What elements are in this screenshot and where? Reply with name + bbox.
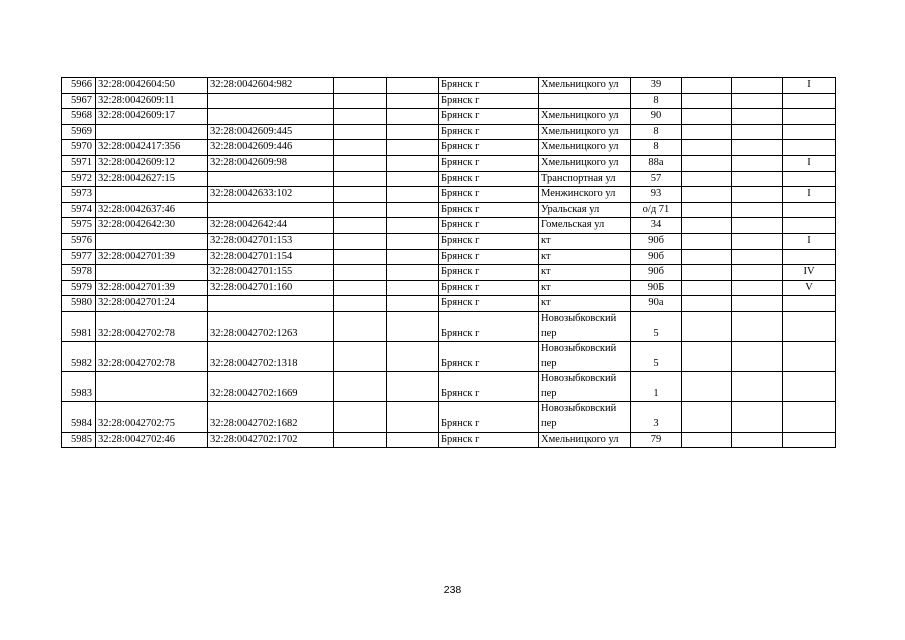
category-cell bbox=[783, 432, 836, 448]
cadastral-number-building-cell bbox=[208, 109, 334, 125]
street-cell: кт bbox=[539, 233, 631, 249]
house-number-cell: 90б bbox=[631, 233, 682, 249]
street-cell: Хмельницкого ул bbox=[539, 109, 631, 125]
empty-cell bbox=[387, 249, 439, 265]
table-row bbox=[62, 265, 836, 281]
empty-cell bbox=[732, 218, 783, 234]
empty-cell bbox=[732, 202, 783, 218]
category-cell bbox=[783, 218, 836, 234]
street-cell: кт bbox=[539, 296, 631, 312]
table-row bbox=[62, 187, 836, 203]
street-cell: Новозыбковский пер bbox=[539, 311, 631, 341]
category-cell: V bbox=[783, 280, 836, 296]
street-cell: Хмельницкого ул bbox=[539, 155, 631, 171]
empty-cell bbox=[387, 109, 439, 125]
empty-cell bbox=[334, 265, 387, 281]
cadastral-number-building-cell bbox=[208, 202, 334, 218]
empty-cell bbox=[732, 265, 783, 281]
row-number-cell: 5980 bbox=[62, 296, 96, 312]
city-cell: Брянск г bbox=[439, 155, 539, 171]
city-cell: Брянск г bbox=[439, 109, 539, 125]
cadastral-number-building-cell: 32:28:0042609:446 bbox=[208, 140, 334, 156]
category-cell bbox=[783, 93, 836, 109]
cadastral-number-cell: 32:28:0042609:12 bbox=[96, 155, 208, 171]
empty-cell bbox=[732, 109, 783, 125]
house-number-cell: 90Б bbox=[631, 280, 682, 296]
empty-cell bbox=[732, 93, 783, 109]
empty-cell bbox=[682, 249, 732, 265]
empty-cell bbox=[732, 78, 783, 94]
category-cell bbox=[783, 311, 836, 341]
street-cell: Транспортная ул bbox=[539, 171, 631, 187]
cadastral-number-cell: 32:28:0042609:11 bbox=[96, 93, 208, 109]
cadastral-number-cell: 32:28:0042627:15 bbox=[96, 171, 208, 187]
cadastral-number-cell: 32:28:0042702:78 bbox=[96, 342, 208, 372]
row-number-cell: 5966 bbox=[62, 78, 96, 94]
cadastral-number-cell: 32:28:0042637:46 bbox=[96, 202, 208, 218]
house-number-cell: 57 bbox=[631, 171, 682, 187]
empty-cell bbox=[732, 140, 783, 156]
registry-table bbox=[61, 77, 836, 448]
category-cell bbox=[783, 140, 836, 156]
row-number-cell: 5983 bbox=[62, 372, 96, 402]
house-number-cell: 79 bbox=[631, 432, 682, 448]
street-cell: кт bbox=[539, 265, 631, 281]
city-cell: Брянск г bbox=[439, 171, 539, 187]
row-number-cell: 5972 bbox=[62, 171, 96, 187]
row-number-cell: 5970 bbox=[62, 140, 96, 156]
empty-cell bbox=[387, 218, 439, 234]
table-row bbox=[62, 402, 836, 432]
table-row bbox=[62, 155, 836, 171]
street-cell: кт bbox=[539, 280, 631, 296]
empty-cell bbox=[732, 432, 783, 448]
category-cell bbox=[783, 249, 836, 265]
house-number-cell: 1 bbox=[631, 372, 682, 402]
street-cell: Новозыбковский пер bbox=[539, 402, 631, 432]
empty-cell bbox=[387, 202, 439, 218]
cadastral-number-building-cell bbox=[208, 171, 334, 187]
street-cell: Новозыбковский пер bbox=[539, 372, 631, 402]
cadastral-number-building-cell: 32:28:0042702:1682 bbox=[208, 402, 334, 432]
cadastral-number-cell: 32:28:0042701:39 bbox=[96, 249, 208, 265]
city-cell: Брянск г bbox=[439, 280, 539, 296]
table-row bbox=[62, 372, 836, 402]
cadastral-number-cell: 32:28:0042604:50 bbox=[96, 78, 208, 94]
city-cell: Брянск г bbox=[439, 93, 539, 109]
empty-cell bbox=[334, 249, 387, 265]
empty-cell bbox=[732, 372, 783, 402]
cadastral-number-building-cell: 32:28:0042609:98 bbox=[208, 155, 334, 171]
category-cell bbox=[783, 342, 836, 372]
cadastral-number-building-cell: 32:28:0042633:102 bbox=[208, 187, 334, 203]
empty-cell bbox=[732, 233, 783, 249]
category-cell bbox=[783, 124, 836, 140]
house-number-cell: 90б bbox=[631, 249, 682, 265]
category-cell: I bbox=[783, 233, 836, 249]
street-cell: Гомельская ул bbox=[539, 218, 631, 234]
table-body bbox=[62, 78, 836, 448]
street-cell: Новозыбковский пер bbox=[539, 342, 631, 372]
house-number-cell: 3 bbox=[631, 402, 682, 432]
empty-cell bbox=[334, 78, 387, 94]
empty-cell bbox=[334, 171, 387, 187]
row-number-cell: 5978 bbox=[62, 265, 96, 281]
empty-cell bbox=[732, 342, 783, 372]
house-number-cell: 90а bbox=[631, 296, 682, 312]
empty-cell bbox=[387, 155, 439, 171]
cadastral-number-cell bbox=[96, 124, 208, 140]
cadastral-number-cell: 32:28:0042702:46 bbox=[96, 432, 208, 448]
category-cell: I bbox=[783, 187, 836, 203]
empty-cell bbox=[387, 171, 439, 187]
empty-cell bbox=[682, 202, 732, 218]
row-number-cell: 5979 bbox=[62, 280, 96, 296]
city-cell: Брянск г bbox=[439, 432, 539, 448]
city-cell: Брянск г bbox=[439, 296, 539, 312]
row-number-cell: 5971 bbox=[62, 155, 96, 171]
empty-cell bbox=[334, 93, 387, 109]
row-number-cell: 5984 bbox=[62, 402, 96, 432]
table-row bbox=[62, 280, 836, 296]
empty-cell bbox=[732, 155, 783, 171]
empty-cell bbox=[682, 140, 732, 156]
empty-cell bbox=[334, 202, 387, 218]
cadastral-number-building-cell bbox=[208, 296, 334, 312]
empty-cell bbox=[334, 140, 387, 156]
empty-cell bbox=[682, 402, 732, 432]
empty-cell bbox=[387, 140, 439, 156]
house-number-cell: 5 bbox=[631, 311, 682, 341]
category-cell bbox=[783, 372, 836, 402]
cadastral-number-building-cell: 32:28:0042701:154 bbox=[208, 249, 334, 265]
city-cell: Брянск г bbox=[439, 265, 539, 281]
empty-cell bbox=[682, 187, 732, 203]
empty-cell bbox=[334, 124, 387, 140]
empty-cell bbox=[682, 124, 732, 140]
table-row bbox=[62, 140, 836, 156]
city-cell: Брянск г bbox=[439, 218, 539, 234]
empty-cell bbox=[682, 372, 732, 402]
category-cell bbox=[783, 202, 836, 218]
row-number-cell: 5985 bbox=[62, 432, 96, 448]
category-cell: I bbox=[783, 155, 836, 171]
city-cell: Брянск г bbox=[439, 124, 539, 140]
row-number-cell: 5977 bbox=[62, 249, 96, 265]
street-cell: Хмельницкого ул bbox=[539, 78, 631, 94]
row-number-cell: 5976 bbox=[62, 233, 96, 249]
empty-cell bbox=[334, 280, 387, 296]
empty-cell bbox=[682, 109, 732, 125]
empty-cell bbox=[387, 187, 439, 203]
empty-cell bbox=[682, 265, 732, 281]
empty-cell bbox=[387, 265, 439, 281]
empty-cell bbox=[732, 249, 783, 265]
table-row bbox=[62, 311, 836, 341]
empty-cell bbox=[334, 432, 387, 448]
table-row bbox=[62, 109, 836, 125]
empty-cell bbox=[682, 311, 732, 341]
street-cell: Менжинского ул bbox=[539, 187, 631, 203]
category-cell bbox=[783, 109, 836, 125]
house-number-cell: 8 bbox=[631, 93, 682, 109]
street-cell: Уральская ул bbox=[539, 202, 631, 218]
table-row bbox=[62, 124, 836, 140]
cadastral-number-building-cell: 32:28:0042702:1669 bbox=[208, 372, 334, 402]
street-cell: Хмельницкого ул bbox=[539, 432, 631, 448]
cadastral-number-cell bbox=[96, 187, 208, 203]
cadastral-number-cell: 32:28:0042702:75 bbox=[96, 402, 208, 432]
empty-cell bbox=[334, 155, 387, 171]
cadastral-number-cell: 32:28:0042702:78 bbox=[96, 311, 208, 341]
table-row bbox=[62, 78, 836, 94]
empty-cell bbox=[334, 372, 387, 402]
category-cell: IV bbox=[783, 265, 836, 281]
empty-cell bbox=[387, 372, 439, 402]
table-row bbox=[62, 218, 836, 234]
cadastral-number-building-cell: 32:28:0042609:445 bbox=[208, 124, 334, 140]
house-number-cell: 39 bbox=[631, 78, 682, 94]
empty-cell bbox=[732, 296, 783, 312]
empty-cell bbox=[732, 402, 783, 432]
row-number-cell: 5968 bbox=[62, 109, 96, 125]
table-row bbox=[62, 233, 836, 249]
row-number-cell: 5981 bbox=[62, 311, 96, 341]
empty-cell bbox=[334, 109, 387, 125]
row-number-cell: 5975 bbox=[62, 218, 96, 234]
empty-cell bbox=[387, 78, 439, 94]
empty-cell bbox=[682, 233, 732, 249]
empty-cell bbox=[732, 124, 783, 140]
row-number-cell: 5974 bbox=[62, 202, 96, 218]
empty-cell bbox=[387, 311, 439, 341]
empty-cell bbox=[682, 171, 732, 187]
city-cell: Брянск г bbox=[439, 78, 539, 94]
empty-cell bbox=[387, 342, 439, 372]
street-cell: кт bbox=[539, 249, 631, 265]
street-cell: Хмельницкого ул bbox=[539, 140, 631, 156]
empty-cell bbox=[334, 311, 387, 341]
category-cell: I bbox=[783, 78, 836, 94]
table-row bbox=[62, 432, 836, 448]
cadastral-number-cell bbox=[96, 372, 208, 402]
cadastral-number-cell bbox=[96, 265, 208, 281]
cadastral-number-cell: 32:28:0042609:17 bbox=[96, 109, 208, 125]
table-row bbox=[62, 171, 836, 187]
street-cell bbox=[539, 93, 631, 109]
cadastral-number-cell: 32:28:0042642:30 bbox=[96, 218, 208, 234]
city-cell: Брянск г bbox=[439, 342, 539, 372]
empty-cell bbox=[334, 218, 387, 234]
cadastral-number-building-cell bbox=[208, 93, 334, 109]
empty-cell bbox=[334, 342, 387, 372]
cadastral-number-cell: 32:28:0042701:39 bbox=[96, 280, 208, 296]
city-cell: Брянск г bbox=[439, 402, 539, 432]
category-cell bbox=[783, 171, 836, 187]
table-row bbox=[62, 249, 836, 265]
empty-cell bbox=[387, 402, 439, 432]
cadastral-number-building-cell: 32:28:0042702:1263 bbox=[208, 311, 334, 341]
cadastral-number-building-cell: 32:28:0042701:155 bbox=[208, 265, 334, 281]
city-cell: Брянск г bbox=[439, 311, 539, 341]
empty-cell bbox=[387, 296, 439, 312]
cadastral-number-cell: 32:28:0042701:24 bbox=[96, 296, 208, 312]
table-row bbox=[62, 93, 836, 109]
house-number-cell: 8 bbox=[631, 124, 682, 140]
house-number-cell: о/д 71 bbox=[631, 202, 682, 218]
empty-cell bbox=[682, 342, 732, 372]
cadastral-number-cell: 32:28:0042417:356 bbox=[96, 140, 208, 156]
city-cell: Брянск г bbox=[439, 140, 539, 156]
table-row bbox=[62, 296, 836, 312]
house-number-cell: 5 bbox=[631, 342, 682, 372]
cadastral-number-building-cell: 32:28:0042701:153 bbox=[208, 233, 334, 249]
category-cell bbox=[783, 402, 836, 432]
empty-cell bbox=[682, 432, 732, 448]
row-number-cell: 5969 bbox=[62, 124, 96, 140]
row-number-cell: 5973 bbox=[62, 187, 96, 203]
city-cell: Брянск г bbox=[439, 249, 539, 265]
empty-cell bbox=[732, 187, 783, 203]
cadastral-number-building-cell: 32:28:0042702:1702 bbox=[208, 432, 334, 448]
house-number-cell: 90 bbox=[631, 109, 682, 125]
empty-cell bbox=[682, 280, 732, 296]
cadastral-number-building-cell: 32:28:0042642:44 bbox=[208, 218, 334, 234]
page-number: 238 bbox=[443, 584, 462, 596]
row-number-cell: 5982 bbox=[62, 342, 96, 372]
empty-cell bbox=[682, 93, 732, 109]
empty-cell bbox=[387, 124, 439, 140]
empty-cell bbox=[732, 171, 783, 187]
cadastral-number-building-cell: 32:28:0042702:1318 bbox=[208, 342, 334, 372]
empty-cell bbox=[732, 280, 783, 296]
cadastral-number-building-cell: 32:28:0042604:982 bbox=[208, 78, 334, 94]
empty-cell bbox=[682, 296, 732, 312]
city-cell: Брянск г bbox=[439, 202, 539, 218]
table-row bbox=[62, 202, 836, 218]
street-cell: Хмельницкого ул bbox=[539, 124, 631, 140]
empty-cell bbox=[334, 402, 387, 432]
empty-cell bbox=[387, 233, 439, 249]
city-cell: Брянск г bbox=[439, 372, 539, 402]
empty-cell bbox=[732, 311, 783, 341]
row-number-cell: 5967 bbox=[62, 93, 96, 109]
city-cell: Брянск г bbox=[439, 187, 539, 203]
city-cell: Брянск г bbox=[439, 233, 539, 249]
category-cell bbox=[783, 296, 836, 312]
empty-cell bbox=[334, 296, 387, 312]
house-number-cell: 93 bbox=[631, 187, 682, 203]
empty-cell bbox=[682, 78, 732, 94]
empty-cell bbox=[682, 218, 732, 234]
empty-cell bbox=[334, 187, 387, 203]
cadastral-number-cell bbox=[96, 233, 208, 249]
empty-cell bbox=[387, 432, 439, 448]
empty-cell bbox=[682, 155, 732, 171]
house-number-cell: 8 bbox=[631, 140, 682, 156]
empty-cell bbox=[387, 280, 439, 296]
house-number-cell: 88а bbox=[631, 155, 682, 171]
house-number-cell: 90б bbox=[631, 265, 682, 281]
cadastral-number-building-cell: 32:28:0042701:160 bbox=[208, 280, 334, 296]
table-row bbox=[62, 342, 836, 372]
house-number-cell: 34 bbox=[631, 218, 682, 234]
empty-cell bbox=[387, 93, 439, 109]
empty-cell bbox=[334, 233, 387, 249]
